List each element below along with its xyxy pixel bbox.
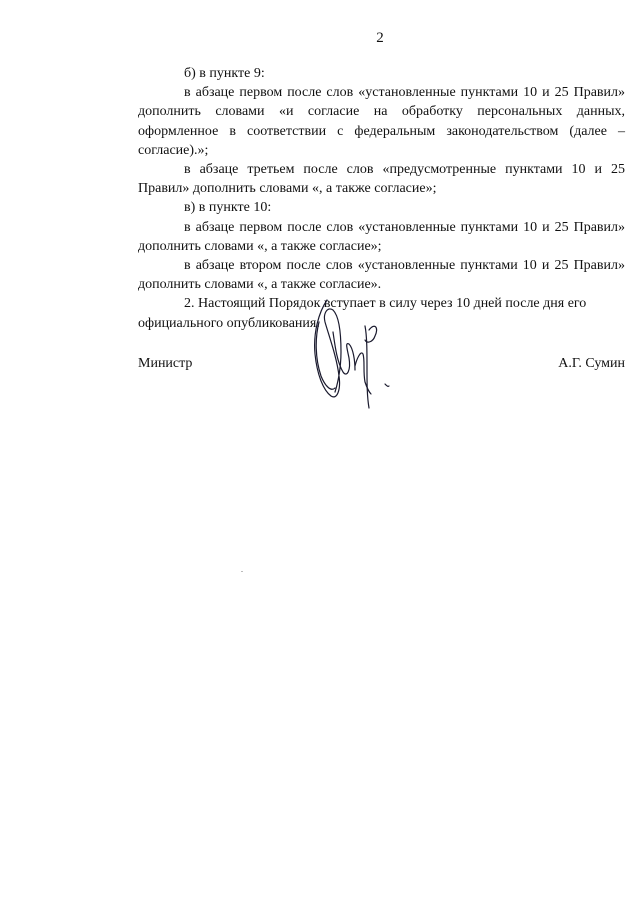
page-number: 2 bbox=[376, 30, 384, 46]
paragraph-p9-abzac-1: в абзаце первом после слов «установленные пунктами 10 и 25 Правил» дополнить словами «и согласие на обработку персональных данных, оформленное в соответствии с федеральным законодательством (далее – согласие).»; bbox=[138, 85, 625, 158]
signatory-title: Министр bbox=[138, 356, 193, 371]
paragraph-p10-abzac-1: в абзаце первом после слов «установленные пунктами 10 и 25 Правил» дополнить словами «, а также согласие»; bbox=[138, 219, 625, 254]
handwritten-signature bbox=[305, 292, 400, 412]
signatory-name: А.Г. Сумин bbox=[558, 356, 625, 371]
paragraph-effective-date: 2. Настоящий Порядок вступает в силу через 10 дней после дня его официального опубликования. bbox=[138, 296, 587, 331]
scan-speck bbox=[241, 571, 243, 572]
paragraph-subitem-b: б) в пункте 9: bbox=[184, 66, 265, 81]
paragraph-p10-abzac-2: в абзаце втором после слов «установленные пунктами 10 и 25 Правил» дополнить словами «, а также согласие». bbox=[138, 258, 625, 293]
paragraph-subitem-v: в) в пункте 10: bbox=[184, 200, 272, 216]
paragraph-p9-abzac-3: в абзаце третьем после слов «предусмотренные пунктами 10 и 25 Правил» дополнить словами «, а также согласие»; bbox=[138, 162, 625, 197]
